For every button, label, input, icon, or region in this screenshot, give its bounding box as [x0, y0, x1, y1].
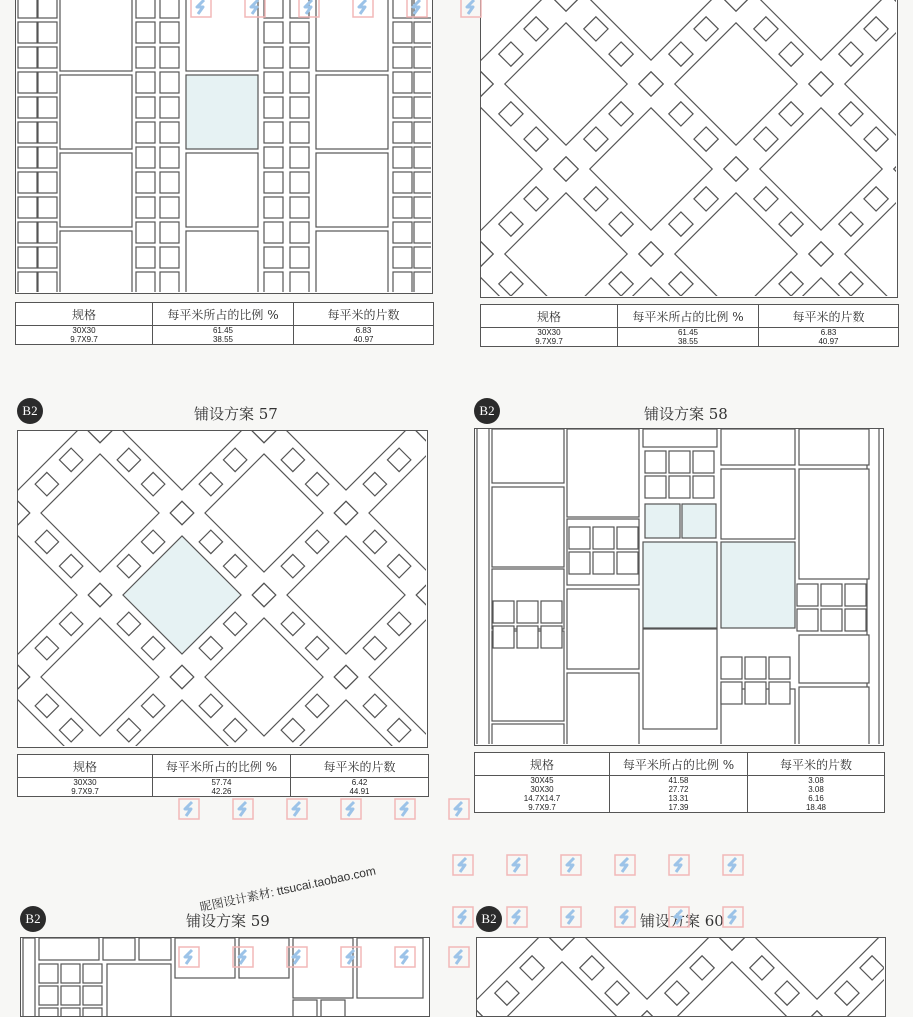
col-count: 每平米的片数: [759, 305, 899, 328]
watermark-icon: [286, 946, 308, 968]
tile-pattern-60: [476, 937, 886, 1017]
table-row: 30X30 27.72 3.08: [475, 785, 885, 794]
plan-title-60: 铺设方案 60: [640, 912, 724, 930]
watermark-icon: [506, 906, 528, 928]
watermark-icon: [614, 854, 636, 876]
plan-title-58: 铺设方案 58: [644, 405, 728, 423]
watermark-icon: [232, 946, 254, 968]
watermark-icon: [190, 0, 212, 18]
watermark-icon: [722, 854, 744, 876]
col-spec: 规格: [481, 305, 618, 328]
watermark-icon: [178, 798, 200, 820]
watermark-icon: [452, 854, 474, 876]
spec-table-58: [474, 752, 885, 813]
watermark-icon: [244, 0, 266, 18]
table-row: 14.7X14.7 13.31 6.16: [475, 794, 885, 803]
col-ratio: 每平米所占的比例 %: [153, 303, 294, 326]
col-ratio: 每平米所占的比例 %: [618, 305, 759, 328]
col-spec: 规格: [18, 755, 153, 778]
badge-b2: B2: [474, 398, 500, 424]
table-row: 30X30 61.45 6.83: [481, 328, 899, 338]
watermark-icon: [668, 854, 690, 876]
tile-pattern-59: [20, 937, 430, 1017]
watermark-icon: [560, 906, 582, 928]
watermark-icon: [506, 854, 528, 876]
spec-table-57: [17, 754, 429, 797]
col-count: 每平米的片数: [291, 755, 429, 778]
plan-title-59: 铺设方案 59: [186, 912, 270, 930]
spec-table-55: [15, 302, 434, 345]
watermark-icon: [614, 906, 636, 928]
watermark-icon: [448, 798, 470, 820]
table-row: 9.7X9.7 17.39 18.48: [475, 803, 885, 813]
col-ratio: 每平米所占的比例 %: [153, 755, 291, 778]
watermark-icon: [560, 854, 582, 876]
table-row: 30X30 57.74 6.42: [18, 778, 429, 788]
watermark-icon: [340, 798, 362, 820]
watermark-icon: [460, 0, 482, 18]
table-row: 9.7X9.7 38.55 40.97: [481, 337, 899, 347]
tile-pattern-57: [17, 430, 428, 748]
watermark-icon: [668, 906, 690, 928]
watermark-icon: [178, 946, 200, 968]
watermark-icon: [406, 0, 428, 18]
watermark-icon: [298, 0, 320, 18]
spec-table-56: [480, 304, 899, 347]
col-count: 每平米的片数: [294, 303, 434, 326]
tile-pattern-58: [474, 428, 884, 746]
table-row: 9.7X9.7 38.55 40.97: [16, 335, 434, 345]
watermark-icon: [232, 798, 254, 820]
watermark-icon: [722, 906, 744, 928]
watermark-icon: [340, 946, 362, 968]
col-spec: 规格: [475, 753, 610, 776]
col-ratio: 每平米所占的比例 %: [610, 753, 748, 776]
watermark-icon: [394, 946, 416, 968]
watermark-text: 昵图设计素材: ttsucai.taobao.com: [198, 863, 378, 915]
watermark-icon: [394, 798, 416, 820]
tile-pattern-56: [480, 0, 898, 298]
tile-pattern-55: [15, 0, 433, 294]
col-spec: 规格: [16, 303, 153, 326]
watermark-icon: [352, 0, 374, 18]
watermark-icon: [448, 946, 470, 968]
col-count: 每平米的片数: [748, 753, 885, 776]
watermark-icon: [286, 798, 308, 820]
table-row: 9.7X9.7 42.26 44.91: [18, 787, 429, 797]
badge-b2: B2: [17, 398, 43, 424]
table-row: 30X45 41.58 3.08: [475, 776, 885, 786]
watermark-icon: [452, 906, 474, 928]
table-row: 30X30 61.45 6.83: [16, 326, 434, 336]
badge-b2: B2: [20, 906, 46, 932]
badge-b2: B2: [476, 906, 502, 932]
plan-title-57: 铺设方案 57: [194, 405, 278, 423]
